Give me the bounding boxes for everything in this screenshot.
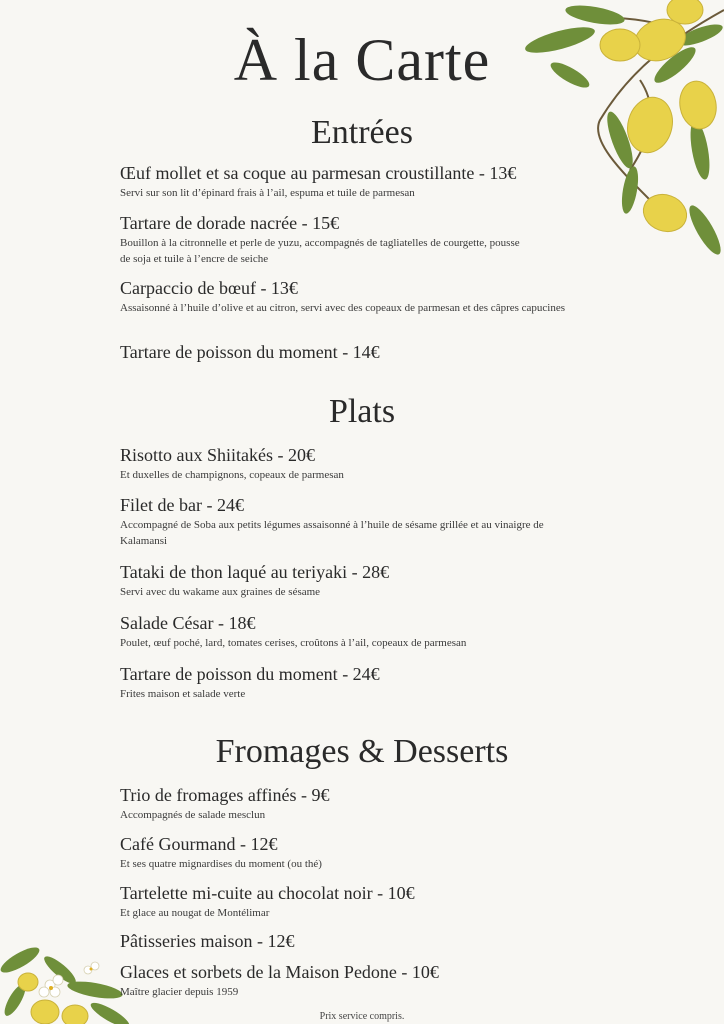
item-description: Accompagnés de salade mesclun <box>120 809 266 821</box>
menu-item <box>120 212 590 267</box>
item-description: Servi sur son lit d’épinard frais à l’ail, espuma et tuile de parmesan <box>120 187 415 199</box>
menu-item <box>120 961 590 1000</box>
item-name: Salade César - 18€ <box>120 613 256 633</box>
item-description: Servi avec du wakame aux graines de sésame <box>120 586 321 598</box>
item-description: Bouillon à la citronnelle et perle de yuzu, accompagnés de tagliatelles de courgette, pousse de soja et tuile à l’encre de seiche <box>120 237 520 265</box>
item-description: Et ses quatre mignardises du moment (ou thé) <box>120 858 322 870</box>
menu-item <box>120 162 590 201</box>
menu-item <box>120 663 590 702</box>
item-name: Filet de bar - 24€ <box>120 495 244 515</box>
menu-item <box>120 882 590 921</box>
item-name: Trio de fromages affinés - 9€ <box>120 785 330 805</box>
menu-item <box>120 930 590 952</box>
item-description: Maître glacier depuis 1959 <box>120 986 239 998</box>
item-description: Et glace au nougat de Montélimar <box>120 907 270 919</box>
menu-item <box>120 444 590 483</box>
menu-title: À la Carte <box>233 27 491 93</box>
item-description: Accompagné de Soba aux petits légumes assaisonné à l’huile de sésame grillée et au vinaigre de Kalamansi <box>120 519 544 547</box>
item-name: Pâtisseries maison - 12€ <box>120 931 295 951</box>
section-title-plats: Plats <box>328 393 396 430</box>
menu-item <box>120 561 590 600</box>
item-description: Frites maison et salade verte <box>120 688 246 700</box>
item-name: Risotto aux Shiitakés - 20€ <box>120 445 315 465</box>
item-name: Tartare de poisson du moment - 24€ <box>120 664 380 684</box>
item-name: Tataki de thon laqué au teriyaki - 28€ <box>120 562 390 582</box>
item-name: Œuf mollet et sa coque au parmesan croustillante - 13€ <box>120 163 517 183</box>
item-description: Assaisonné à l’huile d’olive et au citron, servi avec des copeaux de parmesan et des câpres capucines <box>120 302 566 314</box>
item-description: Poulet, œuf poché, lard, tomates cerises, croûtons à l’ail, copeaux de parmesan <box>120 637 467 649</box>
menu-item <box>120 833 590 872</box>
footer-note: Prix service compris. <box>319 1011 405 1022</box>
item-name: Glaces et sorbets de la Maison Pedone - 10€ <box>120 962 439 982</box>
menu-item <box>120 277 590 316</box>
menu-item <box>120 612 590 651</box>
menu-item <box>120 494 590 549</box>
menu-item <box>120 341 590 363</box>
item-name: Tartare de poisson du moment - 14€ <box>120 342 380 362</box>
item-name: Tartare de dorade nacrée - 15€ <box>120 213 340 233</box>
item-name: Carpaccio de bœuf - 13€ <box>120 278 298 298</box>
item-description: Et duxelles de champignons, copeaux de parmesan <box>120 469 344 481</box>
section-title-entrees: Entrées <box>311 114 413 151</box>
item-name: Tartelette mi-cuite au chocolat noir - 10€ <box>120 883 415 903</box>
menu-item <box>120 784 590 823</box>
item-name: Café Gourmand - 12€ <box>120 834 278 854</box>
section-title-fromages-desserts: Fromages & Desserts <box>215 733 509 770</box>
